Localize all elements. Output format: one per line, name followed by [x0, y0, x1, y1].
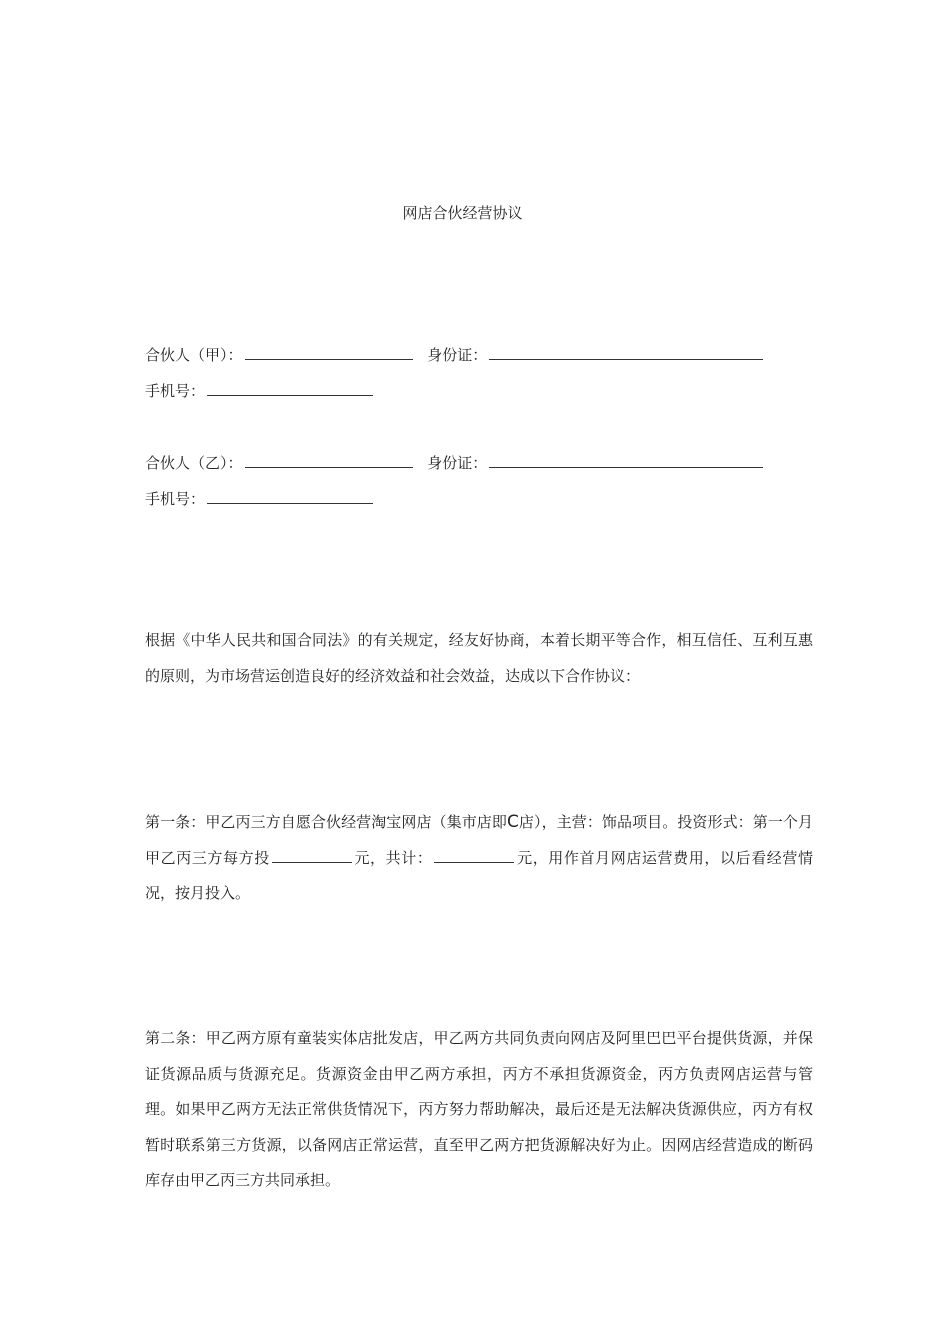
- party-a-name-blank[interactable]: [245, 344, 413, 360]
- total-amount-blank[interactable]: [434, 847, 514, 863]
- party-b-line: [145, 452, 765, 474]
- document-title: 网店合伙经营协议: [402, 204, 523, 222]
- article-2-paragraph: 第二条：甲乙两方原有童装实体店批发店，甲乙两方共同负责向网店及阿里巴巴平台提供货源，并保证货源品质与货源充足。货源资金由甲乙两方承担，丙方不承担货源资金，丙方负责网店运营与管理。如果甲乙两方无法正常供货情况下，丙方努力帮助解决，最后还是无法解决货源供应，丙方有权暂时联系第三方货源，以备网店正常运营，直至甲乙两方把货源解决好为止。因网店经营造成的断码库存由甲乙丙三方共同承担。: [145, 1029, 813, 1189]
- article-1-text-2: 店），主营：饰品项目。投资形式：第一个月甲乙丙三方每方投: [145, 813, 813, 867]
- party-a-phone-blank[interactable]: [207, 380, 373, 396]
- party-b-label: 合伙人（乙）：: [145, 454, 243, 472]
- party-a-line: [145, 344, 765, 366]
- party-b-name-blank[interactable]: [245, 452, 413, 468]
- party-a-id-blank[interactable]: [489, 344, 763, 360]
- party-b-id-blank[interactable]: [489, 452, 763, 468]
- preamble-paragraph: 根据《中华人民共和国合同法》的有关规定，经友好协商，本着长期平等合作，相互信任、互利互惠的原则，为市场营运创造良好的经济效益和社会效益，达成以下合作协议：: [145, 631, 813, 685]
- per-party-amount-blank[interactable]: [272, 847, 352, 863]
- article-1-paragraph: [145, 805, 813, 912]
- party-a-phone-line: [145, 380, 375, 402]
- article-1-unit-1: 元，共计：: [353, 848, 433, 867]
- party-b-phone-label: 手机号：: [145, 490, 206, 508]
- party-b-id-label: 身份证：: [427, 454, 488, 472]
- party-b-phone-line: [145, 488, 375, 510]
- party-a-id-label: 身份证：: [427, 346, 488, 364]
- article-1-text-3: 元，用作首月网店运营费用，以后看经营情况，按月投入。: [145, 848, 813, 902]
- article-1-letter: C: [506, 812, 519, 832]
- party-a-phone-label: 手机号：: [145, 382, 206, 400]
- article-1-text-1: 第一条：甲乙丙三方自愿合伙经营淘宝网店（集市店即: [145, 813, 507, 831]
- party-a-label: 合伙人（甲）：: [145, 346, 243, 364]
- party-b-phone-blank[interactable]: [207, 488, 373, 504]
